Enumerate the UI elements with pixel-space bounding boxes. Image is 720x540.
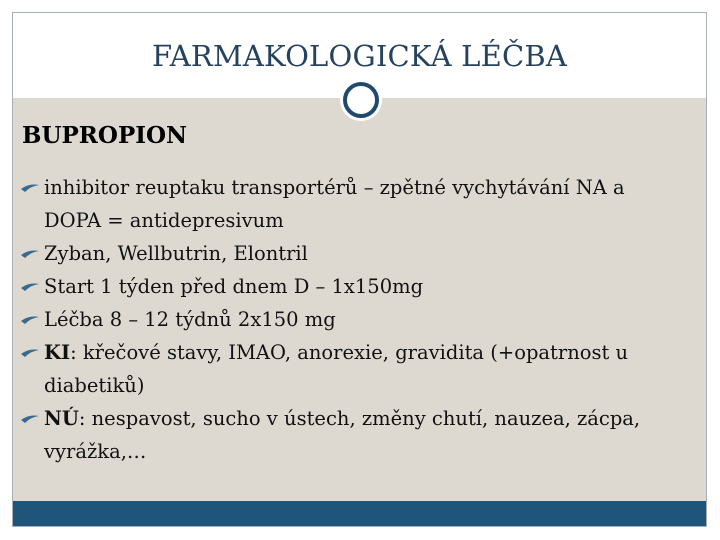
list-item <box>20 171 680 237</box>
bullet-text: Zyban, Wellbutrin, Elontril <box>44 242 308 265</box>
swoosh-bullet-icon <box>20 348 40 358</box>
bullet-text: : nespavost, sucho v ústech, změny chutí, nauzea, zácpa, vyrážka,… <box>44 407 641 463</box>
bullet-text: : křečové stavy, IMAO, anorexie, gravidita (+opatrnost u diabetiků) <box>44 341 629 397</box>
swoosh-bullet-icon <box>20 249 40 259</box>
slide-title: FARMAKOLOGICKÁ LÉČBA <box>151 39 568 73</box>
swoosh-bullet-icon <box>20 414 40 424</box>
footer-bar <box>13 501 706 526</box>
list-item <box>20 402 680 468</box>
swoosh-bullet-icon <box>20 282 40 292</box>
bullet-keyword: NÚ <box>44 407 79 430</box>
bullet-list <box>20 171 680 468</box>
section-heading: BUPROPION <box>22 122 188 149</box>
circle-ornament-icon <box>343 82 379 118</box>
list-item <box>20 336 680 402</box>
list-item <box>20 237 680 270</box>
swoosh-bullet-icon <box>20 183 40 193</box>
bullet-text: inhibitor reuptaku transportérů – zpětné vychytávání NA a DOPA = antidepresivum <box>44 176 625 232</box>
bullet-text: Start 1 týden před dnem D – 1x150mg <box>44 275 424 298</box>
list-item <box>20 270 680 303</box>
bullet-text: Léčba 8 – 12 týdnů 2x150 mg <box>44 308 336 331</box>
swoosh-bullet-icon <box>20 315 40 325</box>
bullet-keyword: KI <box>44 341 71 364</box>
list-item <box>20 303 680 336</box>
